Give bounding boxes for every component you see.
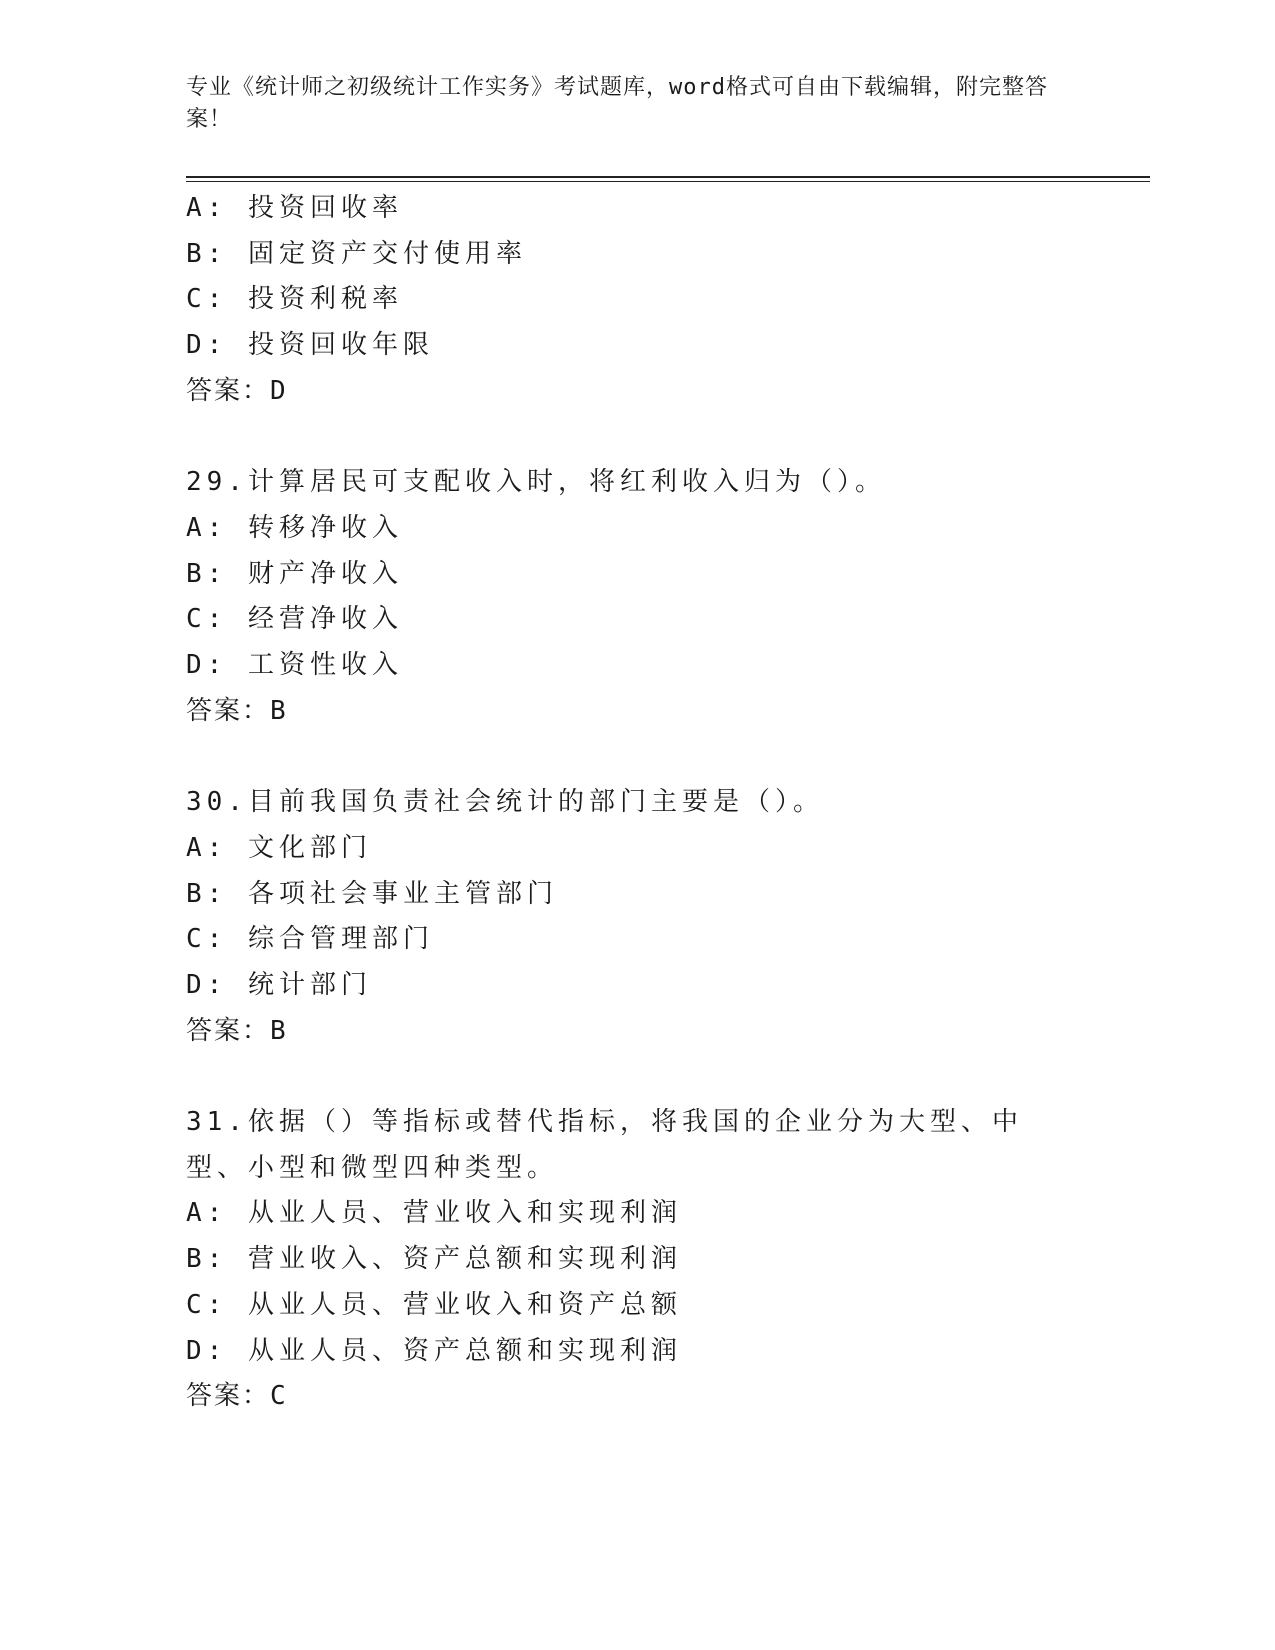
- option-text: 财产净收入: [247, 558, 403, 589]
- question-stem: 30.目前我国负责社会统计的部门主要是（）。: [186, 787, 824, 818]
- option-text: 各项社会事业主管部门: [247, 878, 558, 909]
- answer-label: 答案：: [186, 695, 271, 726]
- answer-line: [186, 689, 1086, 735]
- option-text: 从业人员、营业收入和实现利润: [247, 1198, 682, 1229]
- option-letter: D:: [186, 969, 228, 1000]
- question-30: [186, 780, 1086, 1054]
- option-text: 文化部门: [247, 832, 372, 863]
- option-letter: D:: [186, 330, 228, 361]
- option-c: [186, 277, 1086, 323]
- spacer: [186, 1054, 1086, 1100]
- option-a: [186, 826, 1086, 872]
- option-text: 统计部门: [247, 969, 372, 1000]
- answer-value: D: [270, 375, 288, 406]
- option-letter: C:: [186, 1289, 228, 1320]
- option-letter: C:: [186, 924, 228, 955]
- answer-line: [186, 1009, 1086, 1055]
- option-letter: B:: [186, 1244, 228, 1275]
- option-text: 综合管理部门: [247, 924, 434, 955]
- page-header: 专业《统计师之初级统计工作实务》考试题库，word格式可自由下载编辑，附完整答案！: [186, 75, 1048, 132]
- option-c: [186, 597, 1086, 643]
- option-text: 工资性收入: [247, 650, 403, 681]
- answer-value: C: [270, 1381, 288, 1412]
- option-a: [186, 1191, 1086, 1237]
- option-b: [186, 1237, 1086, 1283]
- option-d: [186, 643, 1086, 689]
- option-letter: B:: [186, 558, 228, 589]
- question-31: [186, 1100, 1086, 1420]
- answer-label: 答案：: [186, 1015, 271, 1046]
- option-text: 投资回收率: [247, 193, 403, 223]
- option-a: [186, 506, 1086, 552]
- option-a: [186, 186, 1086, 232]
- answer-label: 答案：: [186, 1381, 271, 1412]
- option-c: [186, 917, 1086, 963]
- answer-label: 答案：: [186, 375, 271, 406]
- option-b: [186, 872, 1086, 918]
- option-letter: A:: [186, 832, 228, 863]
- question-stem: 29.计算居民可支配收入时，将红利收入归为（）。: [186, 467, 886, 498]
- header-divider: [186, 176, 1150, 182]
- option-b: [186, 232, 1086, 278]
- option-letter: A:: [186, 193, 228, 223]
- option-d: [186, 323, 1086, 369]
- question-28-continued: [186, 186, 1086, 415]
- option-b: [186, 552, 1086, 598]
- option-text: 经营净收入: [247, 604, 403, 635]
- answer-line: [186, 1374, 1086, 1420]
- option-letter: C:: [186, 284, 228, 315]
- option-text: 投资利税率: [247, 284, 403, 315]
- option-letter: A:: [186, 1198, 228, 1229]
- option-text: 固定资产交付使用率: [247, 238, 527, 269]
- answer-value: B: [270, 1015, 288, 1046]
- option-c: [186, 1283, 1086, 1329]
- option-text: 从业人员、资产总额和实现利润: [247, 1335, 682, 1366]
- option-text: 营业收入、资产总额和实现利润: [247, 1244, 682, 1275]
- spacer: [186, 415, 1086, 461]
- option-letter: B:: [186, 878, 228, 909]
- option-text: 转移净收入: [247, 512, 403, 543]
- option-letter: D:: [186, 1335, 228, 1366]
- option-d: [186, 963, 1086, 1009]
- question-list: [186, 186, 1086, 1420]
- answer-value: B: [270, 695, 288, 726]
- option-text: 从业人员、营业收入和资产总额: [247, 1289, 682, 1320]
- spacer: [186, 734, 1086, 780]
- option-letter: A:: [186, 512, 228, 543]
- option-letter: D:: [186, 650, 228, 681]
- option-d: [186, 1329, 1086, 1375]
- question-stem: 31.依据（）等指标或替代指标，将我国的企业分为大型、中型、小型和微型四种类型。: [186, 1107, 1023, 1183]
- option-text: 投资回收年限: [247, 330, 434, 361]
- question-29: [186, 460, 1086, 734]
- answer-line: [186, 369, 1086, 415]
- option-letter: C:: [186, 604, 228, 635]
- option-letter: B:: [186, 238, 228, 269]
